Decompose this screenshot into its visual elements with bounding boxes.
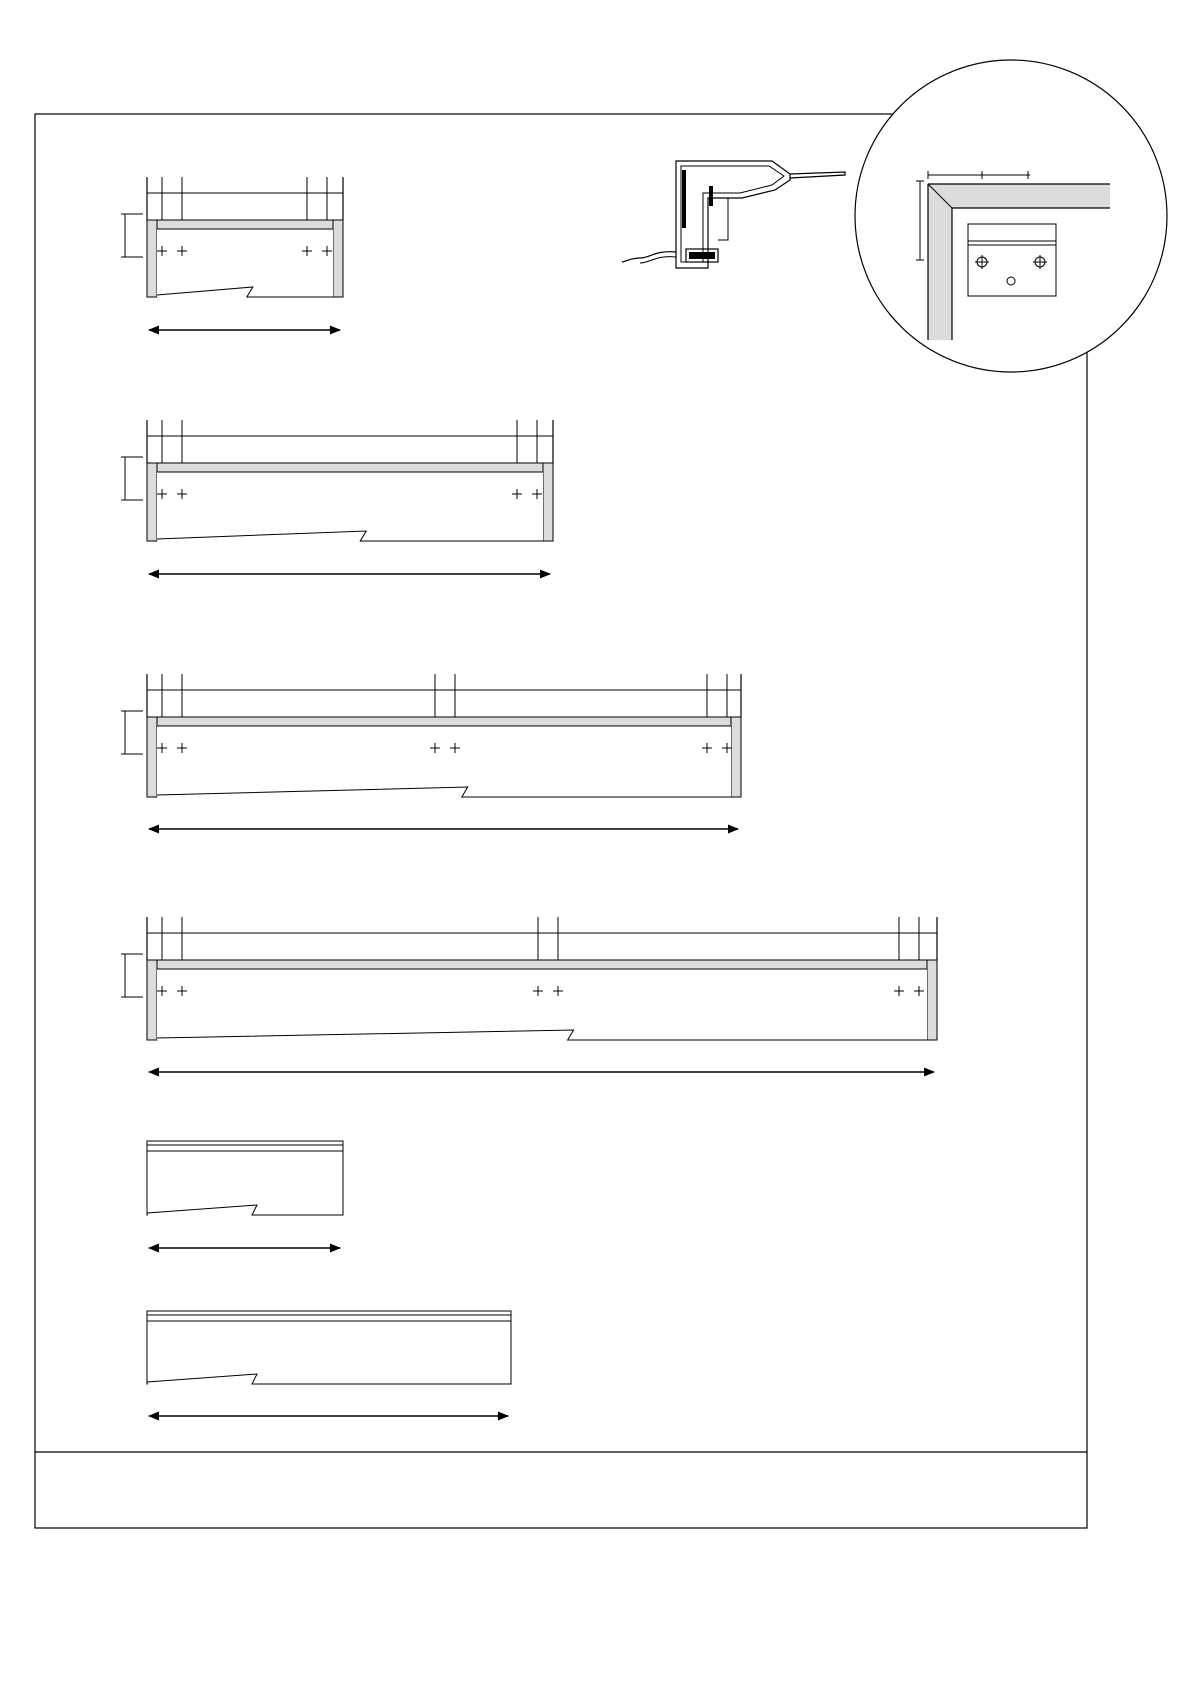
panel-right-edge bbox=[927, 960, 937, 1040]
panel-drawing bbox=[147, 1311, 511, 1416]
drill-icon bbox=[622, 161, 845, 268]
panel-outline bbox=[147, 1311, 511, 1384]
panel-outline bbox=[147, 1141, 343, 1215]
panel-right-edge bbox=[731, 717, 741, 797]
panel-drawing bbox=[121, 674, 741, 829]
panel-drawing bbox=[147, 1141, 343, 1248]
panel-drawing bbox=[121, 420, 553, 574]
panel-drawing bbox=[121, 917, 937, 1072]
panel-drawing bbox=[121, 177, 343, 330]
panel-left-edge bbox=[147, 960, 157, 1040]
panel-left-edge bbox=[147, 463, 157, 541]
panel-top-edge bbox=[147, 463, 553, 472]
panel-top-edge bbox=[147, 960, 937, 969]
panel-top-edge bbox=[147, 717, 741, 726]
panel-left-edge bbox=[147, 220, 157, 297]
panel-top-edge bbox=[147, 220, 343, 229]
panel-left-edge bbox=[147, 717, 157, 797]
panel-right-edge bbox=[333, 220, 343, 297]
bracket-detail-magnifier bbox=[800, 50, 1191, 400]
panel-right-edge bbox=[543, 463, 553, 541]
